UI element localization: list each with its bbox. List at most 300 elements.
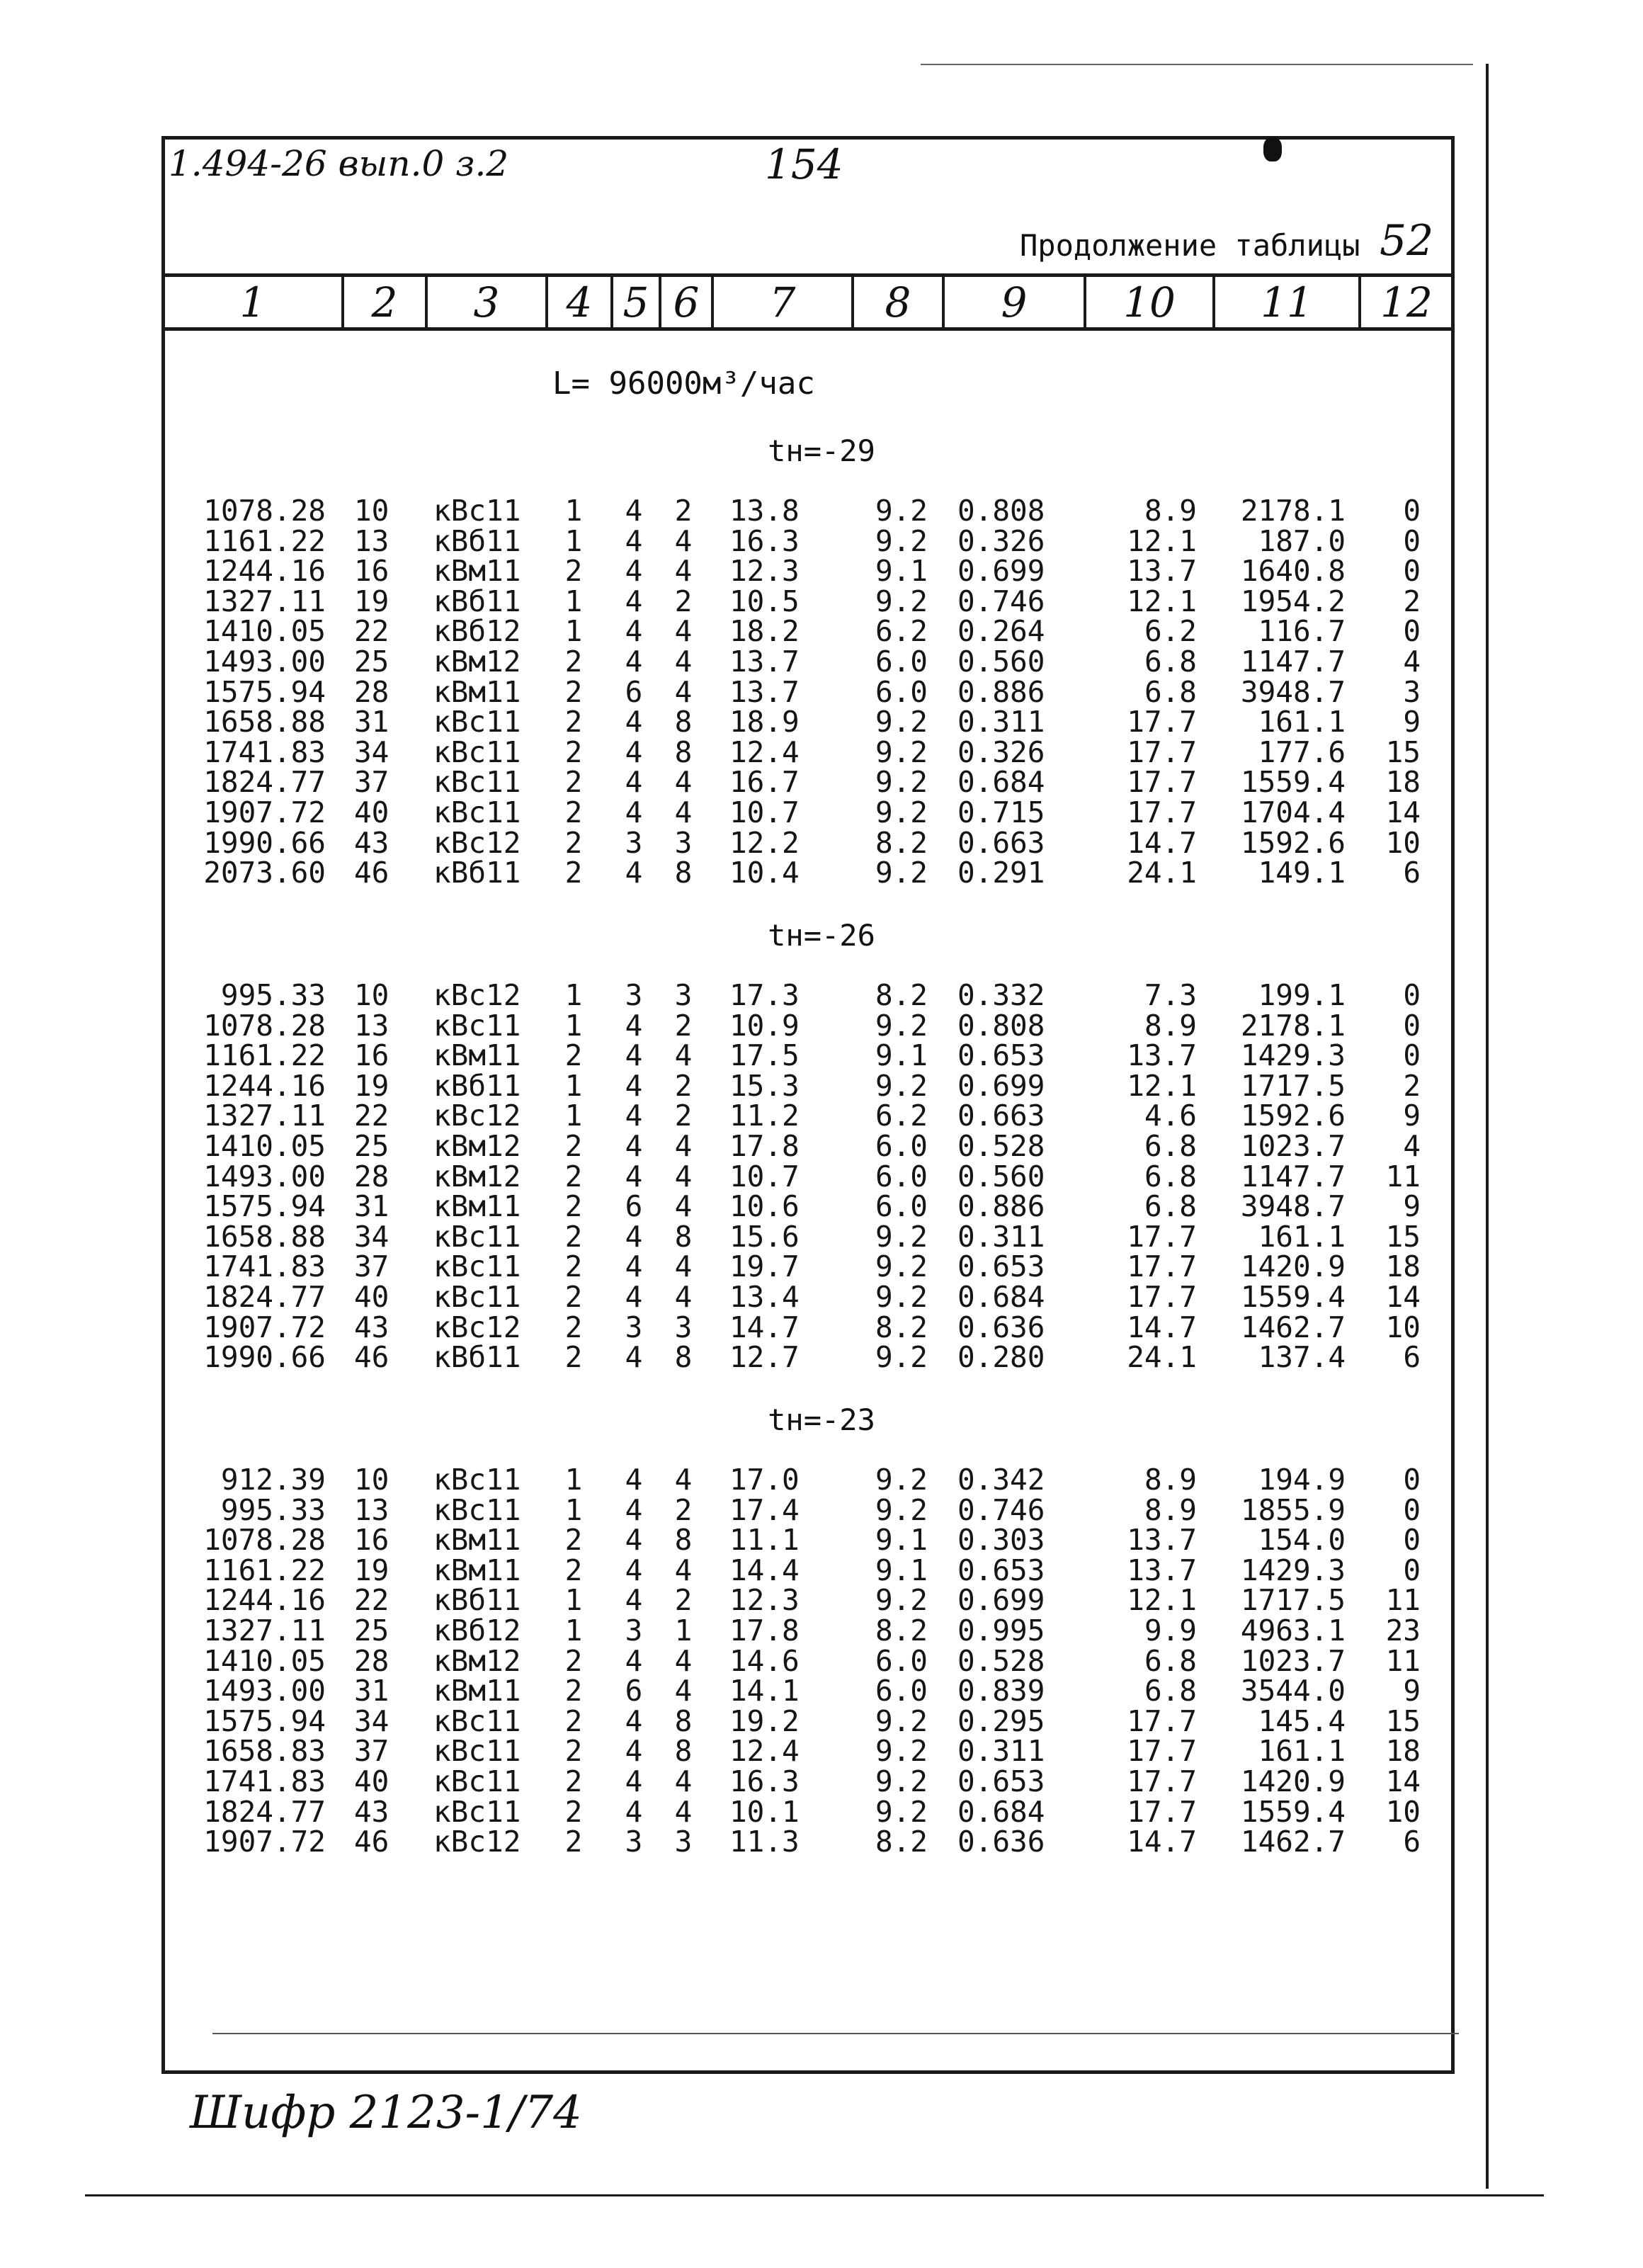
table-cell-col-7: 13.7 bbox=[729, 645, 800, 679]
table-row bbox=[0, 707, 1643, 737]
table-cell-col-3: кВс11 bbox=[433, 494, 521, 528]
table-cell-col-7: 18.9 bbox=[729, 705, 800, 739]
table-cell-col-4: 2 bbox=[564, 645, 583, 679]
table-cell-col-9: 0.746 bbox=[957, 1493, 1045, 1527]
table-cell-col-6: 8 bbox=[674, 1704, 693, 1738]
table-cell-col-6: 8 bbox=[674, 735, 693, 769]
table-cell-col-1: 1990.66 bbox=[203, 1340, 326, 1374]
table-cell-col-1: 1907.72 bbox=[203, 795, 326, 829]
table-cell-col-10: 9.9 bbox=[1144, 1614, 1197, 1648]
table-cell-col-9: 0.684 bbox=[957, 1280, 1045, 1314]
table-row bbox=[0, 1011, 1643, 1041]
column-header: 1 bbox=[239, 278, 266, 327]
table-cell-col-4: 1 bbox=[564, 584, 583, 618]
table-cell-col-11: 1559.4 bbox=[1240, 765, 1346, 799]
table-cell-col-1: 1741.83 bbox=[203, 1249, 326, 1283]
table-cell-col-1: 1327.11 bbox=[203, 584, 326, 618]
table-cell-col-4: 2 bbox=[564, 675, 583, 709]
table-cell-col-3: кВс11 bbox=[433, 1734, 521, 1768]
table-cell-col-8: 9.2 bbox=[875, 1795, 928, 1829]
table-cell-col-4: 2 bbox=[564, 1038, 583, 1072]
table-cell-col-3: кВс11 bbox=[433, 765, 521, 799]
table-cell-col-7: 16.3 bbox=[729, 524, 800, 558]
table-cell-col-2: 34 bbox=[354, 735, 390, 769]
table-cell-col-1: 1410.05 bbox=[203, 614, 326, 648]
table-cell-col-7: 10.7 bbox=[729, 795, 800, 829]
table-cell-col-9: 0.295 bbox=[957, 1704, 1045, 1738]
table-cell-col-3: кВс12 bbox=[433, 1099, 521, 1133]
table-cell-col-9: 0.746 bbox=[957, 584, 1045, 618]
column-header: 2 bbox=[371, 278, 398, 327]
table-cell-col-9: 0.326 bbox=[957, 735, 1045, 769]
table-cell-col-6: 4 bbox=[674, 675, 693, 709]
table-cell-col-5: 4 bbox=[625, 765, 643, 799]
table-cell-col-11: 149.1 bbox=[1258, 856, 1346, 890]
table-cell-col-12: 0 bbox=[1403, 1009, 1421, 1043]
table-cell-col-11: 194.9 bbox=[1258, 1463, 1346, 1497]
table-cell-col-8: 9.1 bbox=[875, 554, 928, 588]
table-cell-col-3: кВм11 bbox=[433, 554, 521, 588]
table-cell-col-1: 1575.94 bbox=[203, 675, 326, 709]
table-cell-col-11: 145.4 bbox=[1258, 1704, 1346, 1738]
table-cell-col-6: 4 bbox=[674, 1249, 693, 1283]
table-cell-col-4: 2 bbox=[564, 1704, 583, 1738]
table-cell-col-6: 4 bbox=[674, 645, 693, 679]
table-cell-col-12: 0 bbox=[1403, 1523, 1421, 1557]
table-cell-col-10: 6.2 bbox=[1144, 614, 1197, 648]
table-cell-col-11: 2178.1 bbox=[1240, 494, 1346, 528]
table-cell-col-10: 6.8 bbox=[1144, 1189, 1197, 1223]
table-cell-col-7: 19.2 bbox=[729, 1704, 800, 1738]
column-header: 8 bbox=[885, 278, 911, 327]
table-cell-col-5: 4 bbox=[625, 1764, 643, 1798]
table-cell-col-12: 6 bbox=[1403, 1340, 1421, 1374]
table-cell-col-5: 4 bbox=[625, 1038, 643, 1072]
table-cell-col-4: 2 bbox=[564, 1644, 583, 1678]
table-cell-col-11: 1023.7 bbox=[1240, 1644, 1346, 1678]
table-cell-col-6: 4 bbox=[674, 1764, 693, 1798]
column-header: 9 bbox=[1001, 278, 1028, 327]
table-cell-col-8: 6.0 bbox=[875, 1129, 928, 1163]
table-row bbox=[0, 1131, 1643, 1161]
table-cell-col-1: 1244.16 bbox=[203, 554, 326, 588]
table-cell-col-6: 8 bbox=[674, 856, 693, 890]
table-cell-col-10: 17.7 bbox=[1127, 765, 1197, 799]
table-cell-col-4: 1 bbox=[564, 614, 583, 648]
table-cell-col-12: 9 bbox=[1403, 1099, 1421, 1133]
table-cell-col-1: 1078.28 bbox=[203, 1523, 326, 1557]
column-header: 3 bbox=[473, 278, 500, 327]
table-cell-col-10: 12.1 bbox=[1127, 1069, 1197, 1103]
table-cell-col-12: 10 bbox=[1385, 1795, 1421, 1829]
table-cell-col-7: 17.8 bbox=[729, 1614, 800, 1648]
table-cell-col-2: 22 bbox=[354, 614, 390, 648]
table-row bbox=[0, 586, 1643, 616]
table-cell-col-5: 4 bbox=[625, 1280, 643, 1314]
table-cell-col-8: 9.2 bbox=[875, 1280, 928, 1314]
table-row bbox=[0, 1797, 1643, 1827]
table-cell-col-8: 9.2 bbox=[875, 1734, 928, 1768]
table-cell-col-7: 17.5 bbox=[729, 1038, 800, 1072]
table-cell-col-1: 1161.22 bbox=[203, 524, 326, 558]
table-cell-col-9: 0.684 bbox=[957, 765, 1045, 799]
column-header: 5 bbox=[622, 278, 649, 327]
table-row bbox=[0, 496, 1643, 526]
table-cell-col-1: 1410.05 bbox=[203, 1129, 326, 1163]
table-cell-col-7: 17.3 bbox=[729, 978, 800, 1012]
table-cell-col-4: 2 bbox=[564, 1280, 583, 1314]
table-cell-col-5: 6 bbox=[625, 1674, 643, 1708]
table-cell-col-2: 28 bbox=[354, 1159, 390, 1193]
table-cell-col-4: 2 bbox=[564, 1553, 583, 1587]
table-cell-col-3: кВм12 bbox=[433, 1129, 521, 1163]
table-cell-col-2: 34 bbox=[354, 1704, 390, 1738]
table-cell-col-12: 0 bbox=[1403, 554, 1421, 588]
header-bottom-rule bbox=[161, 327, 1455, 331]
table-row bbox=[0, 828, 1643, 858]
table-cell-col-3: кВб12 bbox=[433, 1614, 521, 1648]
table-cell-col-1: 1410.05 bbox=[203, 1644, 326, 1678]
table-row bbox=[0, 858, 1643, 888]
table-cell-col-6: 4 bbox=[674, 1795, 693, 1829]
table-cell-col-11: 161.1 bbox=[1258, 1734, 1346, 1768]
table-cell-col-11: 177.6 bbox=[1258, 735, 1346, 769]
table-cell-col-2: 25 bbox=[354, 1614, 390, 1648]
table-cell-col-2: 28 bbox=[354, 1644, 390, 1678]
table-cell-col-10: 24.1 bbox=[1127, 856, 1197, 890]
table-cell-col-12: 0 bbox=[1403, 1493, 1421, 1527]
table-cell-col-9: 0.886 bbox=[957, 675, 1045, 709]
continuation-label: Продолжение таблицы bbox=[1020, 228, 1360, 263]
table-cell-col-2: 37 bbox=[354, 1734, 390, 1768]
table-cell-col-10: 12.1 bbox=[1127, 584, 1197, 618]
table-cell-col-11: 1462.7 bbox=[1240, 1310, 1346, 1344]
table-cell-col-12: 0 bbox=[1403, 978, 1421, 1012]
table-cell-col-1: 995.33 bbox=[220, 1493, 326, 1527]
table-cell-col-2: 37 bbox=[354, 1249, 390, 1283]
table-cell-col-8: 9.2 bbox=[875, 1249, 928, 1283]
table-cell-col-7: 10.4 bbox=[729, 856, 800, 890]
table-cell-col-10: 6.8 bbox=[1144, 675, 1197, 709]
page-bottom-line bbox=[85, 2194, 1544, 2196]
table-cell-col-4: 1 bbox=[564, 1614, 583, 1648]
table-cell-col-8: 9.2 bbox=[875, 1583, 928, 1617]
table-cell-col-12: 14 bbox=[1385, 1280, 1421, 1314]
table-cell-col-10: 17.7 bbox=[1127, 1220, 1197, 1254]
table-cell-col-9: 0.653 bbox=[957, 1249, 1045, 1283]
table-row bbox=[0, 526, 1643, 556]
table-cell-col-6: 2 bbox=[674, 1493, 693, 1527]
table-cell-col-1: 912.39 bbox=[220, 1463, 326, 1497]
table-cell-col-9: 0.311 bbox=[957, 1220, 1045, 1254]
table-cell-col-5: 6 bbox=[625, 1189, 643, 1223]
table-cell-col-6: 8 bbox=[674, 1340, 693, 1374]
table-cell-col-5: 4 bbox=[625, 1583, 643, 1617]
table-cell-col-12: 14 bbox=[1385, 1764, 1421, 1798]
table-cell-col-12: 14 bbox=[1385, 795, 1421, 829]
table-cell-col-3: кВс11 bbox=[433, 1249, 521, 1283]
table-cell-col-10: 24.1 bbox=[1127, 1340, 1197, 1374]
table-cell-col-3: кВс11 bbox=[433, 1795, 521, 1829]
table-cell-col-1: 1244.16 bbox=[203, 1583, 326, 1617]
table-cell-col-11: 199.1 bbox=[1258, 978, 1346, 1012]
ink-blot bbox=[1263, 137, 1282, 161]
table-cell-col-9: 0.303 bbox=[957, 1523, 1045, 1557]
table-cell-col-5: 4 bbox=[625, 1493, 643, 1527]
table-cell-col-5: 4 bbox=[625, 554, 643, 588]
table-cell-col-7: 10.1 bbox=[729, 1795, 800, 1829]
table-cell-col-5: 4 bbox=[625, 1069, 643, 1103]
header-top-rule bbox=[161, 273, 1455, 277]
table-cell-col-3: кВс11 bbox=[433, 1280, 521, 1314]
table-cell-col-12: 9 bbox=[1403, 705, 1421, 739]
table-cell-col-11: 154.0 bbox=[1258, 1523, 1346, 1557]
table-cell-col-3: кВс11 bbox=[433, 1220, 521, 1254]
table-cell-col-12: 18 bbox=[1385, 1734, 1421, 1768]
table-cell-col-2: 16 bbox=[354, 1038, 390, 1072]
table-cell-col-7: 10.9 bbox=[729, 1009, 800, 1043]
table-cell-col-7: 10.6 bbox=[729, 1189, 800, 1223]
table-cell-col-5: 3 bbox=[625, 826, 643, 860]
table-cell-col-12: 10 bbox=[1385, 1310, 1421, 1344]
table-cell-col-9: 0.342 bbox=[957, 1463, 1045, 1497]
table-cell-col-2: 22 bbox=[354, 1583, 390, 1617]
table-cell-col-11: 1855.9 bbox=[1240, 1493, 1346, 1527]
table-cell-col-11: 1704.4 bbox=[1240, 795, 1346, 829]
table-cell-col-9: 0.636 bbox=[957, 1825, 1045, 1859]
table-cell-col-1: 1658.88 bbox=[203, 1220, 326, 1254]
table-cell-col-12: 23 bbox=[1385, 1614, 1421, 1648]
table-cell-col-10: 6.8 bbox=[1144, 1159, 1197, 1193]
table-cell-col-9: 0.684 bbox=[957, 1795, 1045, 1829]
table-cell-col-4: 2 bbox=[564, 826, 583, 860]
table-cell-col-4: 2 bbox=[564, 856, 583, 890]
table-cell-col-7: 11.2 bbox=[729, 1099, 800, 1133]
table-cell-col-8: 9.2 bbox=[875, 524, 928, 558]
table-cell-col-7: 14.1 bbox=[729, 1674, 800, 1708]
table-cell-col-11: 3948.7 bbox=[1240, 1189, 1346, 1223]
table-cell-col-9: 0.528 bbox=[957, 1644, 1045, 1678]
table-cell-col-9: 0.699 bbox=[957, 554, 1045, 588]
table-row bbox=[0, 1676, 1643, 1706]
table-cell-col-5: 3 bbox=[625, 978, 643, 1012]
table-cell-col-1: 1741.83 bbox=[203, 1764, 326, 1798]
table-cell-col-2: 43 bbox=[354, 1795, 390, 1829]
table-cell-col-9: 0.264 bbox=[957, 614, 1045, 648]
table-cell-col-3: кВб11 bbox=[433, 584, 521, 618]
table-cell-col-1: 1658.88 bbox=[203, 705, 326, 739]
table-cell-col-4: 2 bbox=[564, 1764, 583, 1798]
table-cell-col-4: 2 bbox=[564, 1795, 583, 1829]
table-cell-col-8: 9.1 bbox=[875, 1523, 928, 1557]
table-cell-col-10: 8.9 bbox=[1144, 494, 1197, 528]
table-cell-col-6: 4 bbox=[674, 1674, 693, 1708]
table-cell-col-2: 43 bbox=[354, 1310, 390, 1344]
table-cell-col-2: 40 bbox=[354, 1764, 390, 1798]
table-cell-col-5: 4 bbox=[625, 856, 643, 890]
table-cell-col-11: 1420.9 bbox=[1240, 1764, 1346, 1798]
table-cell-col-12: 18 bbox=[1385, 765, 1421, 799]
table-cell-col-10: 12.1 bbox=[1127, 524, 1197, 558]
table-cell-col-3: кВб11 bbox=[433, 1583, 521, 1617]
table-cell-col-11: 1462.7 bbox=[1240, 1825, 1346, 1859]
table-cell-col-4: 1 bbox=[564, 1583, 583, 1617]
table-cell-col-11: 3948.7 bbox=[1240, 675, 1346, 709]
table-cell-col-5: 6 bbox=[625, 675, 643, 709]
table-cell-col-12: 11 bbox=[1385, 1159, 1421, 1193]
table-cell-col-9: 0.808 bbox=[957, 1009, 1045, 1043]
table-row bbox=[0, 645, 1643, 679]
table-cell-col-8: 8.2 bbox=[875, 1825, 928, 1859]
table-cell-col-3: кВм12 bbox=[433, 645, 521, 679]
table-cell-col-5: 4 bbox=[625, 1644, 643, 1678]
table-cell-col-1: 1907.72 bbox=[203, 1825, 326, 1859]
table-cell-col-11: 1640.8 bbox=[1240, 554, 1346, 588]
table-row bbox=[0, 1495, 1643, 1525]
table-cell-col-4: 2 bbox=[564, 1159, 583, 1193]
column-header: 12 bbox=[1380, 278, 1433, 327]
table-row bbox=[0, 616, 1643, 646]
table-cell-col-9: 0.653 bbox=[957, 1553, 1045, 1587]
table-cell-col-3: кВс11 bbox=[433, 1704, 521, 1738]
table-cell-col-1: 1658.83 bbox=[203, 1734, 326, 1768]
table-cell-col-7: 15.6 bbox=[729, 1220, 800, 1254]
table-cell-col-8: 9.2 bbox=[875, 765, 928, 799]
table-cell-col-10: 13.7 bbox=[1127, 554, 1197, 588]
table-row bbox=[0, 1646, 1643, 1676]
table-cell-col-7: 12.2 bbox=[729, 826, 800, 860]
table-cell-col-9: 0.311 bbox=[957, 705, 1045, 739]
table-cell-col-8: 9.2 bbox=[875, 1009, 928, 1043]
table-cell-col-7: 13.8 bbox=[729, 494, 800, 528]
table-cell-col-5: 4 bbox=[625, 1463, 643, 1497]
table-cell-col-6: 4 bbox=[674, 1644, 693, 1678]
table-cell-col-8: 6.2 bbox=[875, 614, 928, 648]
table-cell-col-12: 2 bbox=[1403, 584, 1421, 618]
table-cell-col-8: 6.0 bbox=[875, 1674, 928, 1708]
table-cell-col-4: 2 bbox=[564, 1310, 583, 1344]
table-cell-col-6: 4 bbox=[674, 554, 693, 588]
table-cell-col-10: 17.7 bbox=[1127, 1795, 1197, 1829]
section-title: tн=-23 bbox=[768, 1402, 875, 1437]
table-cell-col-6: 3 bbox=[674, 1825, 693, 1859]
table-cell-col-9: 0.560 bbox=[957, 645, 1045, 679]
table-cell-col-9: 0.528 bbox=[957, 1129, 1045, 1163]
table-cell-col-8: 9.2 bbox=[875, 1220, 928, 1254]
table-cell-col-9: 0.663 bbox=[957, 1099, 1045, 1133]
table-row bbox=[0, 1249, 1643, 1283]
table-row bbox=[0, 1825, 1643, 1859]
table-cell-col-12: 0 bbox=[1403, 1038, 1421, 1072]
table-cell-col-5: 4 bbox=[625, 1220, 643, 1254]
table-cell-col-6: 3 bbox=[674, 978, 693, 1012]
table-cell-col-1: 1493.00 bbox=[203, 1159, 326, 1193]
table-cell-col-8: 9.1 bbox=[875, 1553, 928, 1587]
table-cell-col-3: кВм11 bbox=[433, 1189, 521, 1223]
table-cell-col-8: 9.2 bbox=[875, 1340, 928, 1374]
table-cell-col-6: 4 bbox=[674, 1280, 693, 1314]
table-cell-col-2: 25 bbox=[354, 1129, 390, 1163]
table-cell-col-7: 14.4 bbox=[729, 1553, 800, 1587]
table-cell-col-4: 2 bbox=[564, 1734, 583, 1768]
table-cell-col-8: 9.2 bbox=[875, 1764, 928, 1798]
table-cell-col-5: 4 bbox=[625, 735, 643, 769]
table-cell-col-8: 9.2 bbox=[875, 705, 928, 739]
table-cell-col-10: 17.7 bbox=[1127, 1704, 1197, 1738]
table-cell-col-4: 1 bbox=[564, 1099, 583, 1133]
table-cell-col-12: 15 bbox=[1385, 735, 1421, 769]
table-cell-col-4: 1 bbox=[564, 1069, 583, 1103]
table-cell-col-2: 31 bbox=[354, 1674, 390, 1708]
section-title: tн=-29 bbox=[768, 433, 875, 468]
table-cell-col-11: 1717.5 bbox=[1240, 1583, 1346, 1617]
table-cell-col-3: кВб11 bbox=[433, 524, 521, 558]
table-cell-col-7: 19.7 bbox=[729, 1249, 800, 1283]
table-cell-col-4: 2 bbox=[564, 765, 583, 799]
table-cell-col-8: 9.2 bbox=[875, 856, 928, 890]
table-cell-col-12: 0 bbox=[1403, 1463, 1421, 1497]
table-cell-col-8: 9.2 bbox=[875, 795, 928, 829]
table-cell-col-3: кВс11 bbox=[433, 1764, 521, 1798]
table-cell-col-5: 4 bbox=[625, 494, 643, 528]
table-cell-col-7: 13.4 bbox=[729, 1280, 800, 1314]
table-cell-col-1: 2073.60 bbox=[203, 856, 326, 890]
table-cell-col-8: 9.2 bbox=[875, 735, 928, 769]
table-cell-col-6: 4 bbox=[674, 614, 693, 648]
table-cell-col-3: кВм11 bbox=[433, 1038, 521, 1072]
table-cell-col-4: 2 bbox=[564, 795, 583, 829]
table-cell-col-7: 11.3 bbox=[729, 1825, 800, 1859]
table-cell-col-11: 1592.6 bbox=[1240, 826, 1346, 860]
table-row bbox=[0, 1614, 1643, 1648]
table-cell-col-12: 11 bbox=[1385, 1583, 1421, 1617]
table-cell-col-1: 1824.77 bbox=[203, 1795, 326, 1829]
table-row bbox=[0, 1312, 1643, 1342]
table-cell-col-3: кВс11 bbox=[433, 795, 521, 829]
table-cell-col-2: 31 bbox=[354, 1189, 390, 1223]
table-cell-col-2: 16 bbox=[354, 554, 390, 588]
table-cell-col-1: 1327.11 bbox=[203, 1614, 326, 1648]
table-cell-col-7: 16.3 bbox=[729, 1764, 800, 1798]
table-row bbox=[0, 1525, 1643, 1555]
table-row bbox=[0, 1764, 1643, 1798]
table-cell-col-7: 14.7 bbox=[729, 1310, 800, 1344]
table-cell-col-6: 4 bbox=[674, 1463, 693, 1497]
table-cell-col-3: кВс11 bbox=[433, 1493, 521, 1527]
table-cell-col-10: 17.7 bbox=[1127, 795, 1197, 829]
table-cell-col-8: 6.0 bbox=[875, 1644, 928, 1678]
table-cell-col-1: 1078.28 bbox=[203, 494, 326, 528]
table-cell-col-8: 9.2 bbox=[875, 1493, 928, 1527]
table-cell-col-8: 8.2 bbox=[875, 1310, 928, 1344]
table-cell-col-10: 13.7 bbox=[1127, 1038, 1197, 1072]
table-row bbox=[0, 1071, 1643, 1101]
table-cell-col-1: 1990.66 bbox=[203, 826, 326, 860]
table-cell-col-4: 2 bbox=[564, 1340, 583, 1374]
table-cell-col-9: 0.326 bbox=[957, 524, 1045, 558]
table-cell-col-7: 15.3 bbox=[729, 1069, 800, 1103]
table-cell-col-12: 18 bbox=[1385, 1249, 1421, 1283]
table-cell-col-9: 0.839 bbox=[957, 1674, 1045, 1708]
table-cell-col-9: 0.653 bbox=[957, 1038, 1045, 1072]
table-cell-col-9: 0.280 bbox=[957, 1340, 1045, 1374]
table-cell-col-5: 4 bbox=[625, 645, 643, 679]
table-cell-col-5: 4 bbox=[625, 795, 643, 829]
table-cell-col-5: 4 bbox=[625, 1099, 643, 1133]
table-cell-col-12: 15 bbox=[1385, 1704, 1421, 1738]
table-cell-col-4: 2 bbox=[564, 1129, 583, 1163]
table-cell-col-2: 10 bbox=[354, 978, 390, 1012]
